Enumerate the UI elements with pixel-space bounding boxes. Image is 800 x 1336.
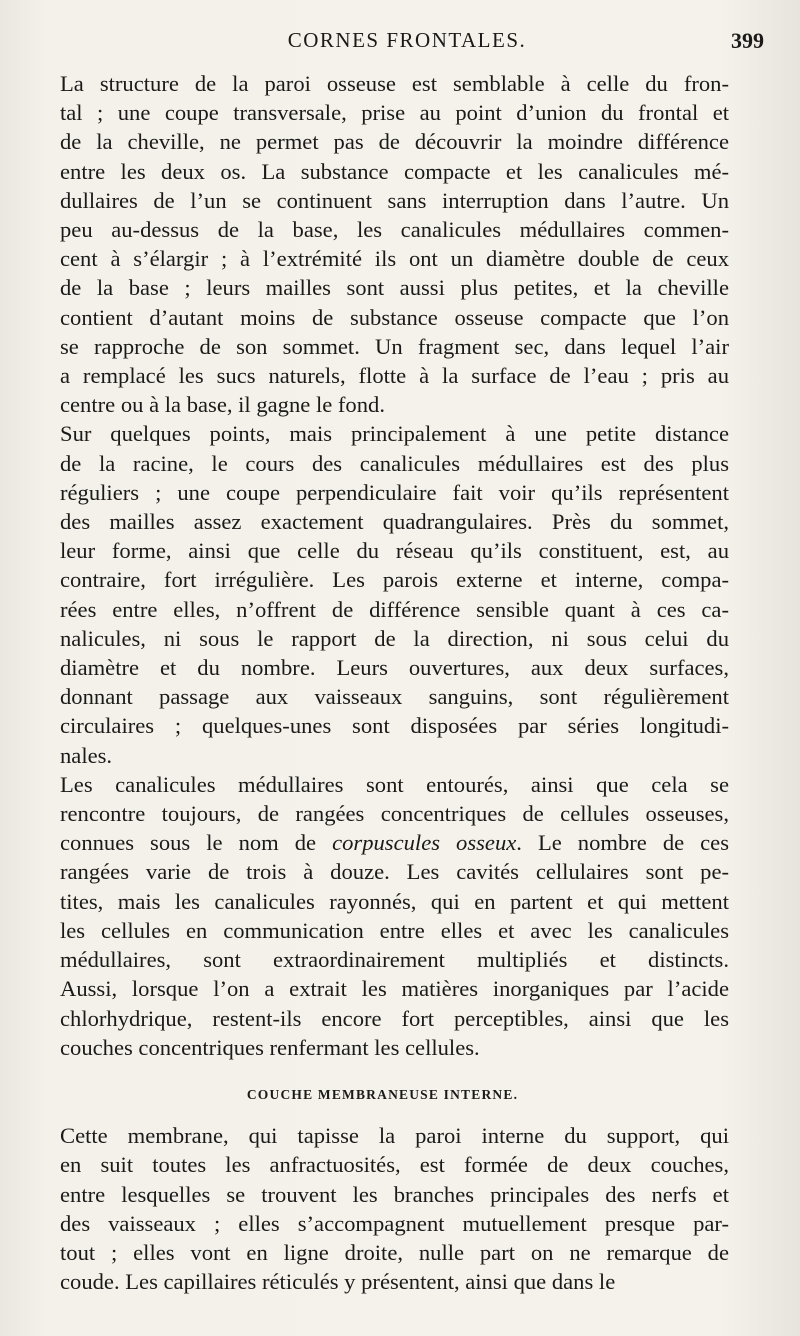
text-line: leur forme, ainsi que celle du réseau qu’ils constituent, est, au (60, 538, 729, 564)
paragraph (36, 419, 729, 769)
text-line: chlorhydrique, restent-ils encore fort perceptibles, ainsi que les (60, 1005, 729, 1031)
text-line: diamètre et du nombre. Leurs ouvertures, aux deux surfaces, (60, 655, 729, 681)
section-heading: COUCHE MEMBRANEUSE INTERNE. (246, 1086, 519, 1102)
text-line: médullaires, sont extraordinairement multipliés et distincts. (60, 947, 729, 973)
paragraph (36, 770, 729, 1062)
text-line: donnant passage aux vaisseaux sanguins, sont régulièrement (60, 684, 729, 710)
text-line: nales. (60, 742, 113, 768)
text-line: dullaires de l’un se continuent sans interruption dans l’autre. Un (60, 187, 729, 213)
text-line: se rapproche de son sommet. Un fragment sec, dans lequel l’air (60, 333, 729, 359)
text-line: couches concentriques renfermant les cellules. (60, 1034, 480, 1060)
text-line: tout ; elles vont en ligne droite, nulle part on ne remarque de (60, 1239, 729, 1265)
paragraph (36, 1121, 729, 1296)
text-line: rées entre elles, n’offrent de différence sensible quant à ces ca- (60, 596, 729, 622)
text-line: centre ou à la base, il gagne le fond. (60, 392, 385, 418)
text-line: contient d’autant moins de substance osseuse compacte que l’on (60, 304, 729, 330)
text-line: de la base ; leurs mailles sont aussi plus petites, et la cheville (60, 275, 729, 301)
page-header (36, 28, 764, 62)
text-line: tal ; une coupe transversale, prise au point d’union du frontal et (60, 100, 729, 126)
text-line: entre lesquelles se trouvent les branches principales des nerfs et (60, 1181, 729, 1207)
text-line: de la racine, le cours des canalicules médullaires est des plus (60, 450, 729, 476)
text-line: réguliers ; une coupe perpendiculaire fait voir qu’ils représentent (60, 479, 729, 505)
page-number: 399 (731, 28, 764, 53)
text-line: cent à s’élargir ; à l’extrémité ils ont un diamètre double de ceux (60, 246, 729, 272)
text-line: connues sous le nom de corpuscules osseux. Le nombre de ces (60, 830, 730, 856)
text-line: Cette membrane, qui tapisse la paroi interne du support, qui (60, 1123, 729, 1149)
page-body (36, 69, 729, 1296)
text-line: contraire, fort irrégulière. Les parois externe et interne, compa- (60, 567, 729, 593)
text-line: les cellules en communication entre elles et avec les canalicules (60, 917, 729, 943)
text-line: Les canalicules médullaires sont entourés, ainsi que cela se (60, 771, 729, 797)
text-line: La structure de la paroi osseuse est semblable à celle du fron- (60, 71, 729, 96)
text-line: coude. Les capillaires réticulés y présentent, ainsi que dans le (60, 1269, 616, 1295)
text-line: Aussi, lorsque l’on a extrait les matières inorganiques par l’acide (60, 976, 729, 1002)
text-line: en suit toutes les anfractuosités, est formée de deux couches, (60, 1152, 729, 1178)
text-line: a remplacé les sucs naturels, flotte à la surface de l’eau ; pris au (60, 363, 729, 389)
running-title: CORNES FRONTALES. (287, 28, 527, 52)
text-line: de la cheville, ne permet pas de découvrir la moindre différence (60, 129, 729, 155)
paragraph (36, 69, 729, 419)
text-line: Sur quelques points, mais principalement à une petite distance (60, 421, 729, 447)
text-line: circulaires ; quelques-unes sont disposées par séries longitudi- (60, 713, 729, 739)
text-line: entre les deux os. La substance compacte et les canalicules mé- (60, 158, 729, 184)
text-line: des mailles assez exactement quadrangulaires. Près du sommet, (60, 509, 729, 535)
text-line: rangées varie de trois à douze. Les cavités cellulaires sont pe- (60, 859, 729, 885)
text-line: des vaisseaux ; elles s’accompagnent mutuellement presque par- (60, 1210, 729, 1236)
text-line: nalicules, ni sous le rapport de la direction, ni sous celui du (60, 625, 729, 651)
text-line: peu au-dessus de la base, les canalicules médullaires commen- (60, 217, 729, 243)
text-line: tites, mais les canalicules rayonnés, qui en partent et qui mettent (60, 888, 729, 914)
text-line: rencontre toujours, de rangées concentriques de cellules osseuses, (60, 801, 729, 827)
